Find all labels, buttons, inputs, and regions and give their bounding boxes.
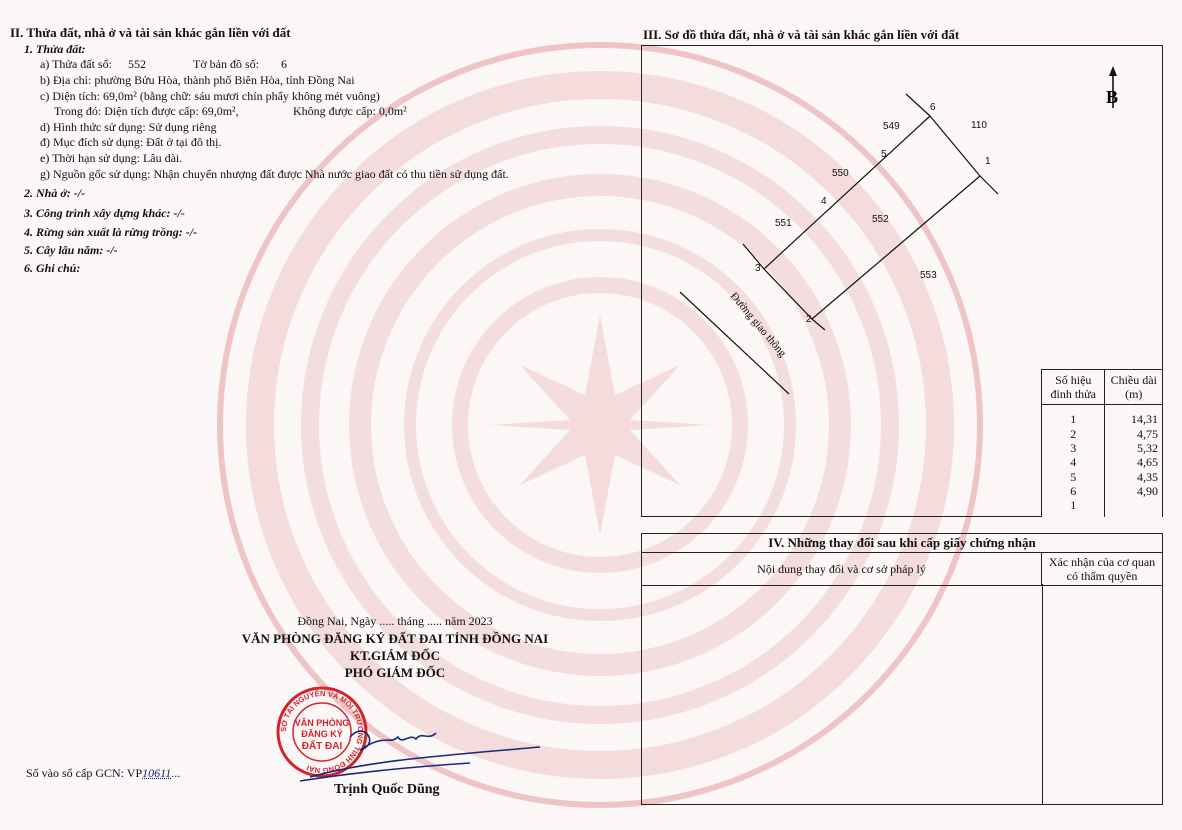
vertex-id: 4	[1042, 455, 1105, 469]
vertex-label-2: 2	[806, 314, 812, 325]
register-number	[26, 766, 180, 780]
edge-length: 5,32	[1105, 441, 1163, 455]
house-item: 2. Nhà ở: -/-	[24, 186, 86, 200]
edge-length: 14,31	[1105, 405, 1163, 427]
vertex-label-3: 3	[755, 263, 761, 274]
perennial-item: 5. Cây lâu năm: -/-	[24, 243, 118, 257]
parcel-label-550: 550	[832, 168, 849, 179]
svg-text:VĂN PHÒNG: VĂN PHÒNG	[294, 718, 350, 728]
edge-length: 4,65	[1105, 455, 1163, 469]
edge-length: 4,75	[1105, 427, 1163, 441]
table-head-vertex: Số hiệu đỉnh thửa	[1042, 370, 1105, 405]
notes-item: 6. Ghi chú:	[24, 261, 81, 275]
edge-length-table	[1041, 369, 1163, 517]
svg-text:ĐẤT ĐAI: ĐẤT ĐAI	[301, 741, 343, 752]
svg-text:ĐĂNG KÝ: ĐĂNG KÝ	[301, 729, 343, 739]
map-sheet-label: Tờ bản đồ số:	[193, 57, 260, 71]
vertex-label-5: 5	[881, 149, 887, 160]
parcel-label-110: 110	[971, 120, 987, 131]
edge-length: 4,90	[1105, 484, 1163, 498]
vertex-id: 1	[1042, 405, 1105, 427]
section-iii-title: III. Sơ đồ thửa đất, nhà ở và tài sản khác gắn liền với đất	[643, 27, 960, 42]
register-label: Số vào sổ cấp GCN: VP	[26, 766, 143, 780]
table-head-length: Chiều dài (m)	[1105, 370, 1163, 405]
north-arrow-icon	[1106, 66, 1118, 108]
vertex-label-4: 4	[821, 196, 827, 207]
deputy-director: PHÓ GIÁM ĐỐC	[344, 665, 446, 680]
parcel-label-551: 551	[775, 218, 792, 229]
parcel-label-552: 552	[872, 214, 889, 225]
road-label: Đường giao thông	[727, 290, 789, 360]
area-line: c) Diện tích: 69,0m² (bằng chữ: sáu mươi chín phẩy không mét vuông)	[40, 89, 380, 103]
vertex-id: 6	[1042, 484, 1105, 498]
register-value: 10611	[142, 766, 172, 780]
vertex-label-6: 6	[930, 102, 936, 113]
register-dots: ...	[171, 766, 181, 780]
place-date: Đồng Nai, Ngày ..... tháng ..... năm 2023	[297, 614, 493, 628]
parcel-label-553: 553	[920, 270, 937, 281]
edge-length: 4,35	[1105, 469, 1163, 483]
kt-director: KT.GIÁM ĐỐC	[349, 648, 441, 663]
area-not-granted: Không được cấp: 0,0m²	[293, 104, 407, 118]
vertex-id: 2	[1042, 427, 1105, 441]
usage-term: e) Thời hạn sử dụng: Lâu dài.	[40, 151, 183, 165]
vertex-label-1: 1	[985, 156, 991, 167]
vertex-id: 5	[1042, 469, 1105, 483]
parcel-number-label: a) Thửa đất số:	[40, 57, 112, 71]
changes-title: IV. Những thay đổi sau khi cấp giấy chứng nhận	[642, 534, 1162, 553]
vertex-id: 1	[1042, 498, 1105, 517]
changes-col-content: Nội dung thay đổi và cơ sở pháp lý	[642, 553, 1042, 585]
parcel-heading: 1. Thửa đất:	[24, 42, 86, 56]
usage-purpose: đ) Mục đích sử dụng: Đất ở tại đô thị.	[40, 135, 222, 149]
map-sheet-value: 6	[281, 57, 287, 71]
usage-form: d) Hình thức sử dụng: Sử dụng riêng	[40, 120, 217, 134]
parcel-label-549: 549	[883, 121, 900, 132]
svg-text:SỞ TÀI NGUYÊN VÀ MÔI TRƯỜNG TỈ: SỞ TÀI NGUYÊN VÀ MÔI TRƯỜNG TỈNH ĐỒNG NAI	[278, 688, 366, 776]
section-ii-title: II. Thửa đất, nhà ở và tài sản khác gắn liền với đất	[10, 25, 291, 40]
address-line: b) Địa chỉ: phường Bửu Hòa, thành phố Biên Hòa, tỉnh Đồng Nai	[40, 73, 355, 87]
office-name: VĂN PHÒNG ĐĂNG KÝ ĐẤT ĐAI TỈNH ĐỒNG NAI	[241, 631, 549, 646]
north-label: B	[1106, 87, 1119, 107]
handwritten-signature	[290, 715, 550, 785]
changes-table	[641, 533, 1163, 805]
signer-name: Trịnh Quốc Dũng	[334, 782, 440, 797]
parcel-number-value: 552	[128, 57, 146, 71]
area-granted: Trong đó: Diện tích được cấp: 69,0m²,	[54, 104, 239, 118]
edge-length	[1105, 498, 1163, 517]
construction-item: 3. Công trình xây dựng khác: -/-	[24, 206, 185, 220]
vertex-id: 3	[1042, 441, 1105, 455]
forest-item: 4. Rừng sản xuất là rừng trồng: -/-	[24, 225, 198, 239]
usage-origin: g) Nguồn gốc sử dụng: Nhận chuyển nhượng đất được Nhà nước giao đất có thu tiền sử dụng đất.	[40, 167, 509, 181]
changes-col-confirm: Xác nhận của cơ quan có thẩm quyền	[1048, 555, 1156, 583]
